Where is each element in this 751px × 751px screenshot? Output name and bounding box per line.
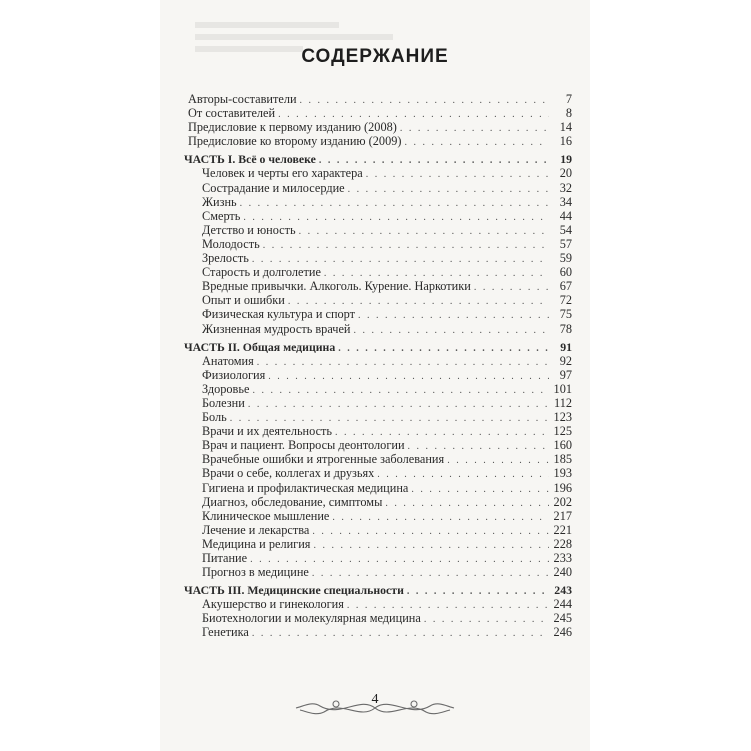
toc-entry [184,307,572,321]
dot-leader [313,539,549,553]
toc-entry-label: Детство и юность [202,222,296,237]
dot-leader [252,384,549,398]
dot-leader [411,483,549,497]
toc-entry-page: 246 [553,625,572,640]
toc-entry [184,134,572,148]
toc-entry-page: 34 [559,194,572,209]
dot-leader [474,281,549,295]
toc-entry-label: Врачебные ошибки и ятрогенные заболевания [202,452,445,467]
toc-entry-page: 44 [559,208,572,223]
dot-leader [240,197,549,211]
dot-leader [332,511,549,525]
toc-entry-label: Здоровье [202,381,250,396]
dot-leader [248,398,549,412]
toc-entry-label: Авторы-составители [188,92,297,106]
toc-entry [184,120,572,134]
dot-leader [366,168,549,182]
toc-entry-page: 97 [559,367,572,382]
dot-leader [400,122,549,136]
dot-leader [447,454,549,468]
toc-entry [184,396,572,410]
toc-entry-label: Медицина и религия [202,536,311,551]
toc-entry-page: 185 [553,452,572,467]
toc-entry-label: Генетика [202,625,249,640]
toc-entry [184,565,572,579]
toc-entry-page: 14 [559,120,572,135]
toc-entry-label: Старость и долголетие [202,265,321,280]
dot-leader [312,567,549,581]
toc-entry-page: 101 [553,381,572,396]
toc-entry-label: Человек и черты его характера [202,166,363,181]
toc-part-entry [184,583,572,597]
toc-entry-label: Молодость [202,236,260,251]
toc-entry [184,523,572,537]
toc-entry [184,195,572,209]
toc-part-entry [184,152,572,166]
toc-entry-page: 67 [559,279,572,294]
toc-entry [184,452,572,466]
toc-entry-label: Диагноз, обследование, симптомы [202,494,383,509]
toc-entry-page: 8 [565,106,572,121]
toc-entry [184,251,572,265]
dot-leader [312,525,549,539]
toc-entry [184,382,572,396]
toc-entry-label: Врачи о себе, коллегах и друзьях [202,466,375,481]
toc-entry-label: Врачи и их деятельность [202,424,333,439]
toc-entry-label: От составителей [188,106,276,121]
toc-entry-page: 245 [553,611,572,626]
toc-entry-label: Клиническое мышление [202,508,330,523]
toc-entry-label: Смерть [202,208,241,223]
toc-entry [184,410,572,424]
dot-leader [407,585,549,599]
toc-entry [184,322,572,336]
toc-entry [184,265,572,279]
toc-entry-page: 59 [559,251,572,266]
toc-entry [184,438,572,452]
toc-entry [184,92,572,106]
toc-entry-label: Акушерство и гинекология [202,597,344,612]
toc-entry-label: Опыт и ошибки [202,293,285,308]
dot-leader [263,239,549,253]
toc-entry-page: 19 [560,152,572,167]
dot-leader [338,342,549,356]
toc-entry [184,597,572,611]
page-title: СОДЕРЖАНИЕ [301,46,449,67]
toc-entry-page: 243 [554,583,572,598]
toc-entry [184,237,572,251]
toc-entry-label: Прогноз в медицине [202,565,309,580]
toc-entry-label: ЧАСТЬ I. Всё о человеке [184,152,316,167]
toc-entry-page: 221 [553,522,572,537]
dot-leader [404,136,549,150]
toc-entry-page: 125 [553,424,572,439]
toc-entry-page: 202 [553,494,572,509]
toc-entry-label: Предисловие к первому изданию (2008) [188,120,397,135]
toc-entry-page: 91 [560,339,572,354]
toc-entry [184,537,572,551]
toc-entry-page: 193 [553,466,572,481]
dot-leader [348,183,549,197]
dot-leader [268,370,549,384]
toc-entry-page: 60 [559,265,572,280]
toc-entry [184,106,572,120]
toc-entry-page: 160 [553,438,572,453]
toc-entry [184,424,572,438]
toc-entry-page: 32 [559,180,572,195]
toc-entry [184,354,572,368]
toc-entry [184,495,572,509]
toc-entry-page: 7 [565,92,572,106]
toc-entry-page: 217 [553,508,572,523]
toc-part-entry [184,340,572,354]
footer-ornament [290,688,460,728]
toc-entry-page: 20 [559,166,572,181]
toc-entry-label: Зрелость [202,251,249,266]
toc-entry [184,209,572,223]
toc-entry-label: Жизненная мудрость врачей [202,321,351,336]
toc-entry-page: 75 [559,307,572,322]
toc-entry [184,293,572,307]
toc-entry [184,181,572,195]
dot-leader [299,225,549,239]
table-of-contents [184,92,572,640]
toc-entry-page: 92 [559,353,572,368]
toc-entry-label: Гигиена и профилактическая медицина [202,480,409,495]
toc-entry-label: Физиология [202,367,266,382]
toc-entry-page: 112 [554,395,572,410]
toc-entry-page: 244 [553,597,572,612]
toc-entry-label: ЧАСТЬ II. Общая медицина [184,339,336,354]
toc-entry-page: 233 [553,551,572,565]
toc-entry-label: Врач и пациент. Вопросы деонтологии [202,438,405,453]
toc-entry-page: 240 [553,565,572,580]
toc-entry [184,611,572,625]
toc-entry-label: Анатомия [202,353,254,368]
dot-leader [257,356,549,370]
toc-entry [184,368,572,382]
toc-entry-label: Предисловие ко второму изданию (2009) [188,134,402,149]
toc-entry-label: Питание [202,551,248,565]
toc-entry-page: 123 [553,410,572,425]
toc-entry [184,509,572,523]
dot-leader [252,627,549,641]
toc-entry-label: Вредные привычки. Алкоголь. Курение. Наркотики [202,279,471,294]
toc-entry [184,551,572,565]
toc-entry [184,466,572,480]
dot-leader [358,309,549,323]
page-number: 4 [371,692,379,707]
toc-entry [184,223,572,237]
toc-entry-page: 72 [559,293,572,308]
toc-entry-label: Болезни [202,395,245,410]
dot-leader [424,613,549,627]
toc-entry-label: Боль [202,410,227,425]
toc-entry-label: Физическая культура и спорт [202,307,356,322]
toc-entry-label: ЧАСТЬ III. Медицинские специальности [184,583,404,598]
toc-entry-page: 196 [553,480,572,495]
dot-leader [385,497,549,511]
toc-entry [184,625,572,639]
toc-entry [184,279,572,293]
toc-entry [184,481,572,495]
toc-entry [184,166,572,180]
toc-entry-page: 16 [559,134,572,149]
toc-entry-label: Биотехнологии и молекулярная медицина [202,611,421,626]
toc-entry-label: Сострадание и милосердие [202,180,345,195]
toc-entry-page: 228 [553,536,572,551]
dot-leader [300,94,549,108]
toc-entry-label: Лечение и лекарства [202,522,310,537]
toc-entry-page: 54 [559,222,572,237]
dot-leader [354,324,549,338]
toc-entry-page: 78 [559,321,572,336]
toc-entry-page: 57 [559,236,572,251]
toc-entry-label: Жизнь [202,194,237,209]
